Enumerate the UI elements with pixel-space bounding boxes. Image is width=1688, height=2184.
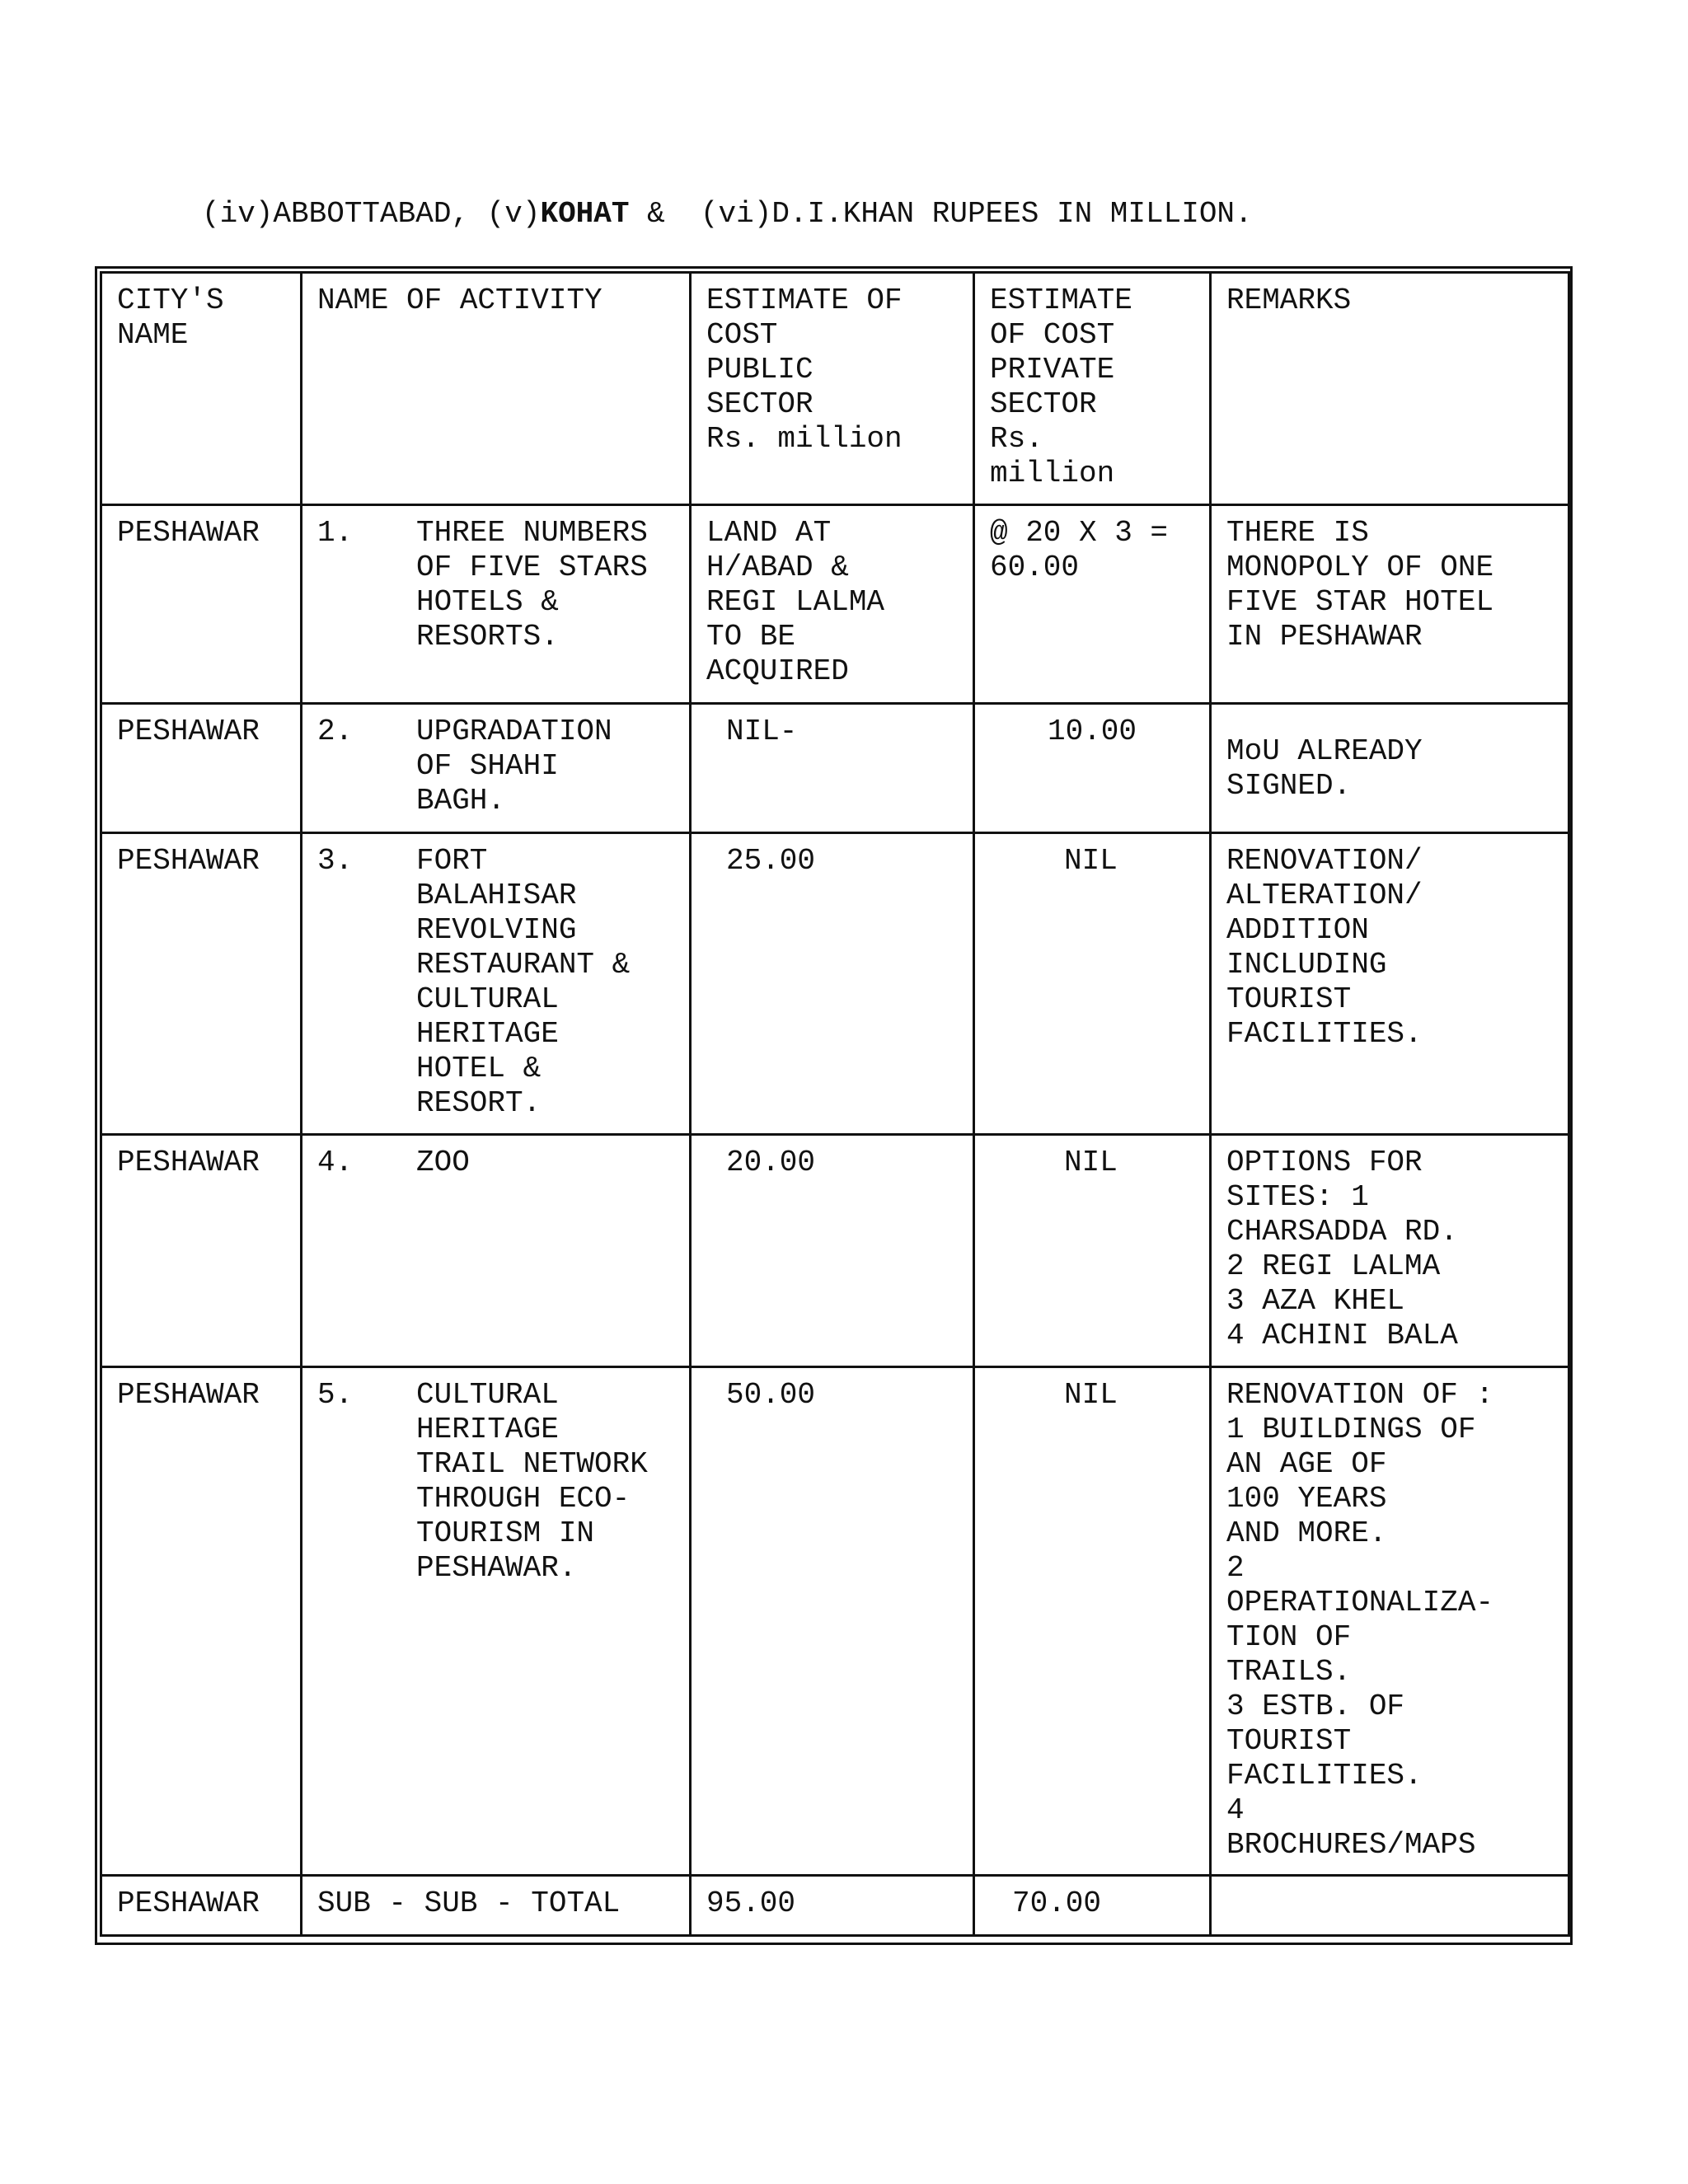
cell-city: PESHAWAR (101, 505, 302, 704)
public-cost-value: 50.00 (726, 1378, 816, 1412)
cell-private-cost (974, 1367, 1211, 1876)
activity-name: UPGRADATION OF SHAHI BAGH. (416, 715, 612, 818)
activity-name: FORT BALAHISAR REVOLVING RESTAURANT & CULTURAL HERITAGE HOTEL & RESORT. (416, 844, 631, 1120)
cell-remarks (1211, 1876, 1569, 1936)
cell-activity (302, 1367, 691, 1876)
activity-number: 2. (317, 715, 354, 748)
table-row (101, 1367, 1569, 1876)
public-cost-value: 25.00 (726, 844, 816, 878)
cell-public-total: 95.00 (691, 1876, 974, 1936)
header-private-cost: ESTIMATE OF COST PRIVATE SECTOR Rs. million (974, 273, 1211, 505)
cell-city: PESHAWAR (101, 1135, 302, 1367)
activity-cost-table (100, 271, 1570, 1937)
table-row (101, 833, 1569, 1135)
cell-remarks: THERE IS MONOPOLY OF ONE FIVE STAR HOTEL IN PESHAWAR (1211, 505, 1569, 704)
cell-remarks (1211, 704, 1569, 833)
cell-city: PESHAWAR (101, 833, 302, 1135)
activity-number: 3. (317, 844, 354, 878)
cell-private-cost (974, 1135, 1211, 1367)
activity-number: 1. (317, 516, 354, 550)
cell-private-cost: @ 20 X 3 = 60.00 (974, 505, 1211, 704)
activity-name: CULTURAL HERITAGE TRAIL NETWORK THROUGH ECO- TOURISM IN PESHAWAR. (416, 1378, 648, 1585)
cell-remarks: RENOVATION/ ALTERATION/ ADDITION INCLUDING TOURIST FACILITIES. (1211, 833, 1569, 1135)
cell-public-cost: LAND AT H/ABAD & REGI LALMA TO BE ACQUIRED (691, 505, 974, 704)
cell-private-cost (974, 833, 1211, 1135)
private-total-value: 70.00 (1012, 1886, 1102, 1920)
page-heading (202, 194, 1253, 234)
cell-activity (302, 1135, 691, 1367)
activity-name: ZOO (416, 1146, 470, 1179)
cell-city: PESHAWAR (101, 1876, 302, 1936)
cell-public-cost (691, 1367, 974, 1876)
cell-private-cost: 10.00 (974, 704, 1211, 833)
heading-bold-kohat: KOHAT (540, 197, 630, 231)
private-cost-value: NIL (1064, 1378, 1118, 1412)
cell-public-cost (691, 704, 974, 833)
heading-text-1: (iv)ABBOTTABAD, (v) (202, 197, 541, 231)
header-public-cost: ESTIMATE OF COST PUBLIC SECTOR Rs. million (691, 273, 974, 505)
cell-activity (302, 833, 691, 1135)
private-cost-value: NIL (1064, 1146, 1118, 1179)
activity-name: THREE NUMBERS OF FIVE STARS HOTELS & RESORTS. (416, 516, 648, 654)
cell-remarks: OPTIONS FOR SITES: 1 CHARSADDA RD. 2 REGI LALMA 3 AZA KHEL 4 ACHINI BALA (1211, 1135, 1569, 1367)
remarks-text: MoU ALREADY SIGNED. (1226, 734, 1423, 803)
table-row (101, 704, 1569, 833)
table-row (101, 1135, 1569, 1367)
cell-city: PESHAWAR (101, 1367, 302, 1876)
cell-remarks: RENOVATION OF : 1 BUILDINGS OF AN AGE OF 100 YEARS AND MORE. 2 OPERATIONALIZA- TION OF TRAILS. 3 ESTB. OF TOURIST FACILITIES. 4 BROCHURES/MAPS (1211, 1367, 1569, 1876)
table-header-row (101, 273, 1569, 505)
cell-private-total (974, 1876, 1211, 1936)
public-cost-value: 20.00 (726, 1146, 816, 1179)
activity-number: 4. (317, 1146, 354, 1179)
cell-subtotal-label: SUB - SUB - TOTAL (302, 1876, 691, 1936)
public-cost-value: NIL- (726, 715, 798, 748)
subtotal-row (101, 1876, 1569, 1936)
activity-number: 5. (317, 1378, 354, 1412)
header-remarks: REMARKS (1211, 273, 1569, 505)
private-cost-value: NIL (1064, 844, 1118, 878)
cell-activity (302, 505, 691, 704)
cell-activity (302, 704, 691, 833)
cell-public-cost (691, 1135, 974, 1367)
table-row (101, 505, 1569, 704)
header-activity: NAME OF ACTIVITY (302, 273, 691, 505)
cell-public-cost (691, 833, 974, 1135)
heading-text-2: & (vi)D.I.KHAN RUPEES IN MILLION. (629, 197, 1253, 231)
header-city: CITY'S NAME (101, 273, 302, 505)
cell-city: PESHAWAR (101, 704, 302, 833)
